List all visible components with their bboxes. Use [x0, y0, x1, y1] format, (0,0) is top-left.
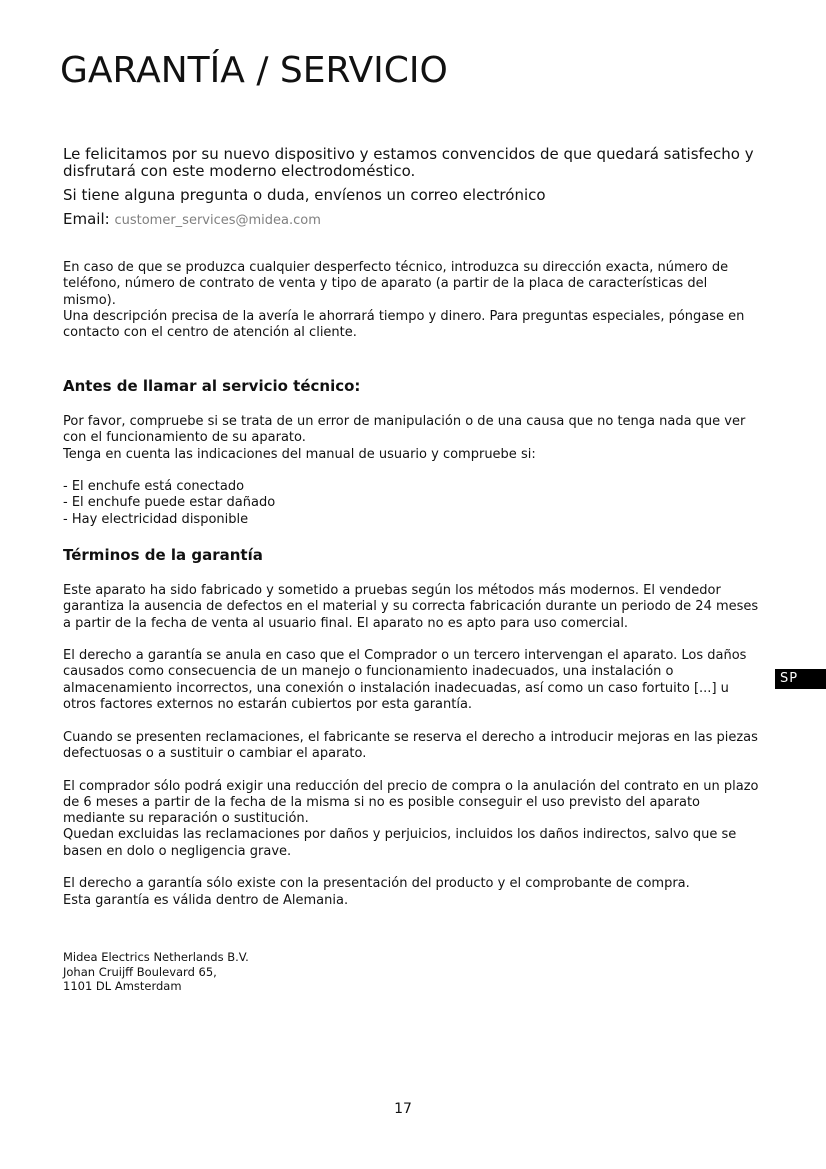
- address-city: 1101 DL Amsterdam: [63, 979, 182, 993]
- warranty-paragraph: Esta garantía es válida dentro de Alemania.: [63, 892, 349, 908]
- intro-congratulations: Le felicitamos por su nuevo dispositivo y estamos convencidos de que quedará satisfecho y disfrutará con este moderno electrodoméstico.: [63, 145, 754, 180]
- address-company: Midea Electrics Netherlands B.V.: [63, 950, 249, 964]
- intro-section: [63, 146, 763, 229]
- company-address: [63, 950, 249, 994]
- check-item: - Hay electricidad disponible: [63, 511, 249, 527]
- damage-info-paragraph: Una descripción precisa de la avería le ahorrará tiempo y dinero. Para preguntas especiales, póngase en contacto con el centro de atención al cliente.: [63, 308, 745, 341]
- warranty-paragraph: Este aparato ha sido fabricado y sometido a pruebas según los métodos más modernos. El vendedor garantiza la ausencia de defectos en el material y su correcta fabricación durante un periodo de 24 meses a partir de la fecha de venta al usuario final. El aparato no es apto para uso comercial.: [63, 583, 759, 631]
- damage-info-section: [63, 260, 763, 341]
- email-line: [63, 211, 763, 229]
- before-calling-heading: Antes de llamar al servicio técnico:: [63, 377, 361, 395]
- email-label: Email:: [63, 210, 110, 228]
- warranty-paragraph: Cuando se presenten reclamaciones, el fabricante se reserva el derecho a introducir mejoras en las piezas defectuosas o a sustituir o cambiar el aparato.: [63, 729, 758, 761]
- warranty-paragraph: El comprador sólo podrá exigir una reducción del precio de compra o la anulación del contrato en un plazo de 6 meses a partir de la fecha de la misma si no es posible conseguir el uso previsto del aparato mediante su reparación o sustitución.: [63, 778, 759, 827]
- warranty-terms-section: [63, 583, 763, 909]
- warranty-terms-heading: Términos de la garantía: [63, 546, 263, 564]
- page-title: GARANTÍA / SERVICIO: [60, 50, 448, 91]
- warranty-paragraph: El derecho a garantía se anula en caso que el Comprador o un tercero intervengan el aparato. Los daños causados como consecuencia de un manejo o funcionamiento inadecuados, una instalación o almacenamiento incorrectos, una conexión o instalación inadecuadas, así como un caso fortuito [...] u otros factores externos no estarán cubiertos por esta garantía.: [63, 648, 747, 713]
- check-item: - El enchufe puede estar dañado: [63, 495, 276, 511]
- before-calling-paragraph: Tenga en cuenta las indicaciones del manual de usuario y compruebe si:: [63, 446, 536, 462]
- intro-contact-text: Si tiene alguna pregunta o duda, envíenos un correo electrónico: [63, 186, 546, 204]
- language-tab: SP: [775, 669, 826, 689]
- before-calling-paragraph: Por favor, compruebe si se trata de un error de manipulación o de una causa que no tenga nada que ver con el funcionamiento de su aparato.: [63, 414, 746, 446]
- page-number: 17: [394, 1101, 412, 1117]
- address-street: Johan Cruijff Boulevard 65,: [63, 964, 217, 979]
- warranty-paragraph: El derecho a garantía sólo existe con la presentación del producto y el comprobante de compra.: [63, 876, 690, 892]
- damage-info-paragraph: En caso de que se produzca cualquier desperfecto técnico, introduzca su dirección exacta, número de teléfono, número de contrato de venta y tipo de aparato (a partir de la placa de características del mismo).: [63, 260, 729, 308]
- warranty-paragraph: Quedan excluidas las reclamaciones por daños y perjuicios, incluidos los daños indirectos, salvo que se basen en dolo o negligencia grave.: [63, 827, 737, 859]
- check-item: - El enchufe está conectado: [63, 479, 245, 495]
- before-calling-section: [63, 414, 763, 528]
- email-address[interactable]: customer_services@midea.com: [114, 213, 321, 228]
